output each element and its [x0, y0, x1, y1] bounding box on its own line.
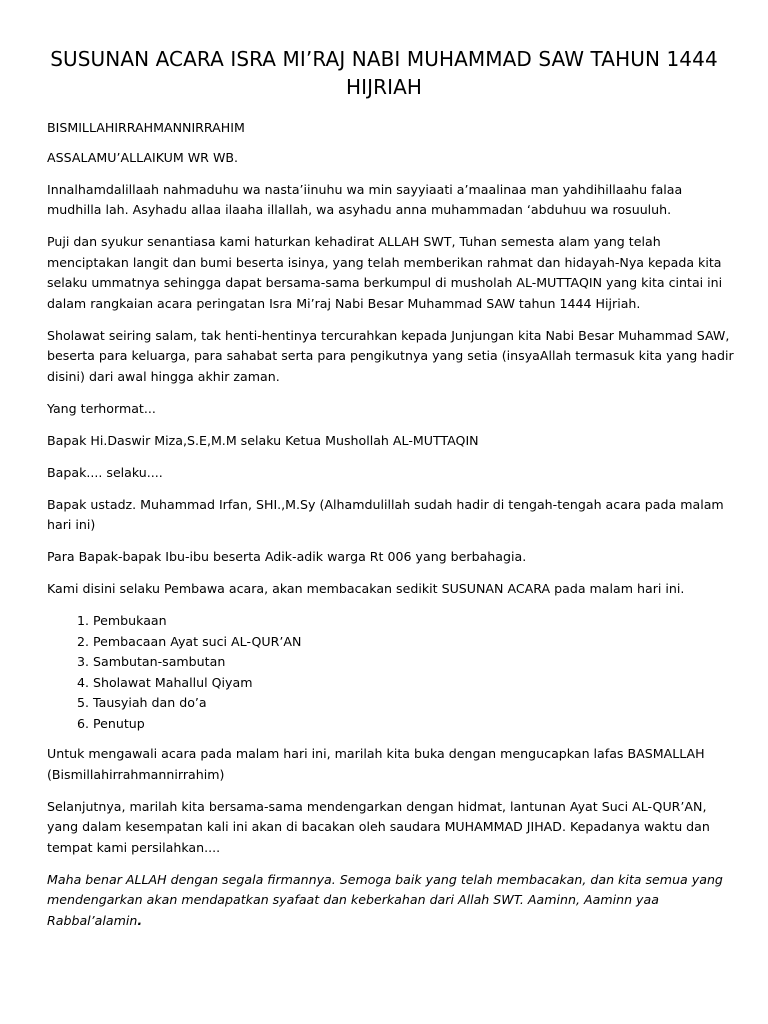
greeting: ASSALAMU’ALLAIKUM WR WB. — [47, 149, 239, 165]
agenda-item: 6. Penutup — [93, 714, 737, 735]
document-body — [47, 118, 737, 943]
agenda-item: 4. Sholawat Mahallul Qiyam — [93, 673, 737, 694]
opening-basmalah: BISMILLAHIRRAHMANNIRRAHIM — [47, 120, 245, 135]
document-title — [40, 45, 728, 101]
sholawat-paragraph: Sholawat seiring salam, tak henti-hentinya tercurahkan kepada Junjungan kita Nabi Besar Muhammad SAW, beserta para keluarga, para sahabat serta para pengikutnya yang setia (insyaAllah termasuk kita yang hadir disini) dari awal hingga akhir zaman. — [47, 327, 734, 384]
closing-prayer-text: Maha benar ALLAH dengan segala firmannya. Semoga baik yang telah membacakan, dan kita semua yang mendengarkan akan mendapatkan syafaat dan keberkahan dari Allah SWT. Aaminn, Aaminn yaa Rabbal’alamin — [47, 871, 723, 928]
agenda-item: 5. Tausyiah dan do’a — [93, 693, 737, 714]
guest-placeholder: Bapak.... selaku.... — [47, 464, 163, 480]
quran-recitation-paragraph: Selanjutnya, marilah kita bersama-sama mendengarkan dengan hidmat, lantunan Ayat Suci AL-QUR’AN, yang dalam kesempatan kali ini akan di bacakan oleh saudara MUHAMMAD JIHAD. Kepadanya waktu dan tempat kami persilahkan.... — [47, 798, 710, 855]
closing-prayer-paragraph — [47, 870, 737, 932]
agenda-item: 3. Sambutan-sambutan — [93, 652, 737, 673]
guest-ustadz: Bapak ustadz. Muhammad Irfan, SHI.,M.Sy (Alhamdulillah sudah hadir di tengah-tengah acara pada malam hari ini) — [47, 496, 724, 532]
agenda-intro: Kami disini selaku Pembawa acara, akan membacakan sedikit SUSUNAN ACARA pada malam hari ini. — [47, 581, 685, 596]
basmalah-opening-paragraph: Untuk mengawali acara pada malam hari ini, marilah kita buka dengan mengucapkan lafas BASMALLAH (Bismillahirrahmannirrahim) — [47, 746, 705, 782]
guest-chairman: Bapak Hi.Daswir Miza,S.E,M.M selaku Ketua Mushollah AL-MUTTAQIN — [47, 432, 479, 448]
opening-praise: Innalhamdalillaah nahmaduhu wa nasta’iinuhu wa min sayyiaati a’maalinaa man yahdihillaahu falaa mudhilla lah. Asyhadu allaa ilaaha illallah, wa asyhadu anna muhammadan ‘abduhuu wa rosuuluh. — [47, 181, 683, 217]
gratitude-paragraph: Puji dan syukur senantiasa kami haturkan kehadirat ALLAH SWT, Tuhan semesta alam yang telah menciptakan langit dan bumi beserta isinya, yang telah memberikan rahmat dan hidayah-Nya kepada kita selaku ummatnya sehingga dapat bersama-sama berkumpul di musholah AL-MUTTAQIN yang kita cintai ini dalam rangkaian acara peringatan Isra Mi’raj Nabi Besar Muhammad SAW tahun 1444 Hijriah. — [47, 234, 723, 311]
agenda-item: 2. Pembacaan Ayat suci AL-QUR’AN — [93, 632, 737, 653]
closing-prayer-period: . — [137, 912, 143, 928]
honored-guests-heading: Yang terhormat... — [47, 400, 156, 416]
title-line-1: SUSUNAN ACARA ISRA MI’RAJ NABI MUHAMMAD SAW TAHUN 1444 — [50, 47, 718, 71]
agenda-item: 1. Pembukaan — [93, 611, 737, 632]
audience-greeting: Para Bapak-bapak Ibu-ibu beserta Adik-adik warga Rt 006 yang berbahagia. — [47, 549, 527, 564]
agenda-list — [47, 611, 737, 734]
title-line-2: HIJRIAH — [345, 75, 423, 99]
